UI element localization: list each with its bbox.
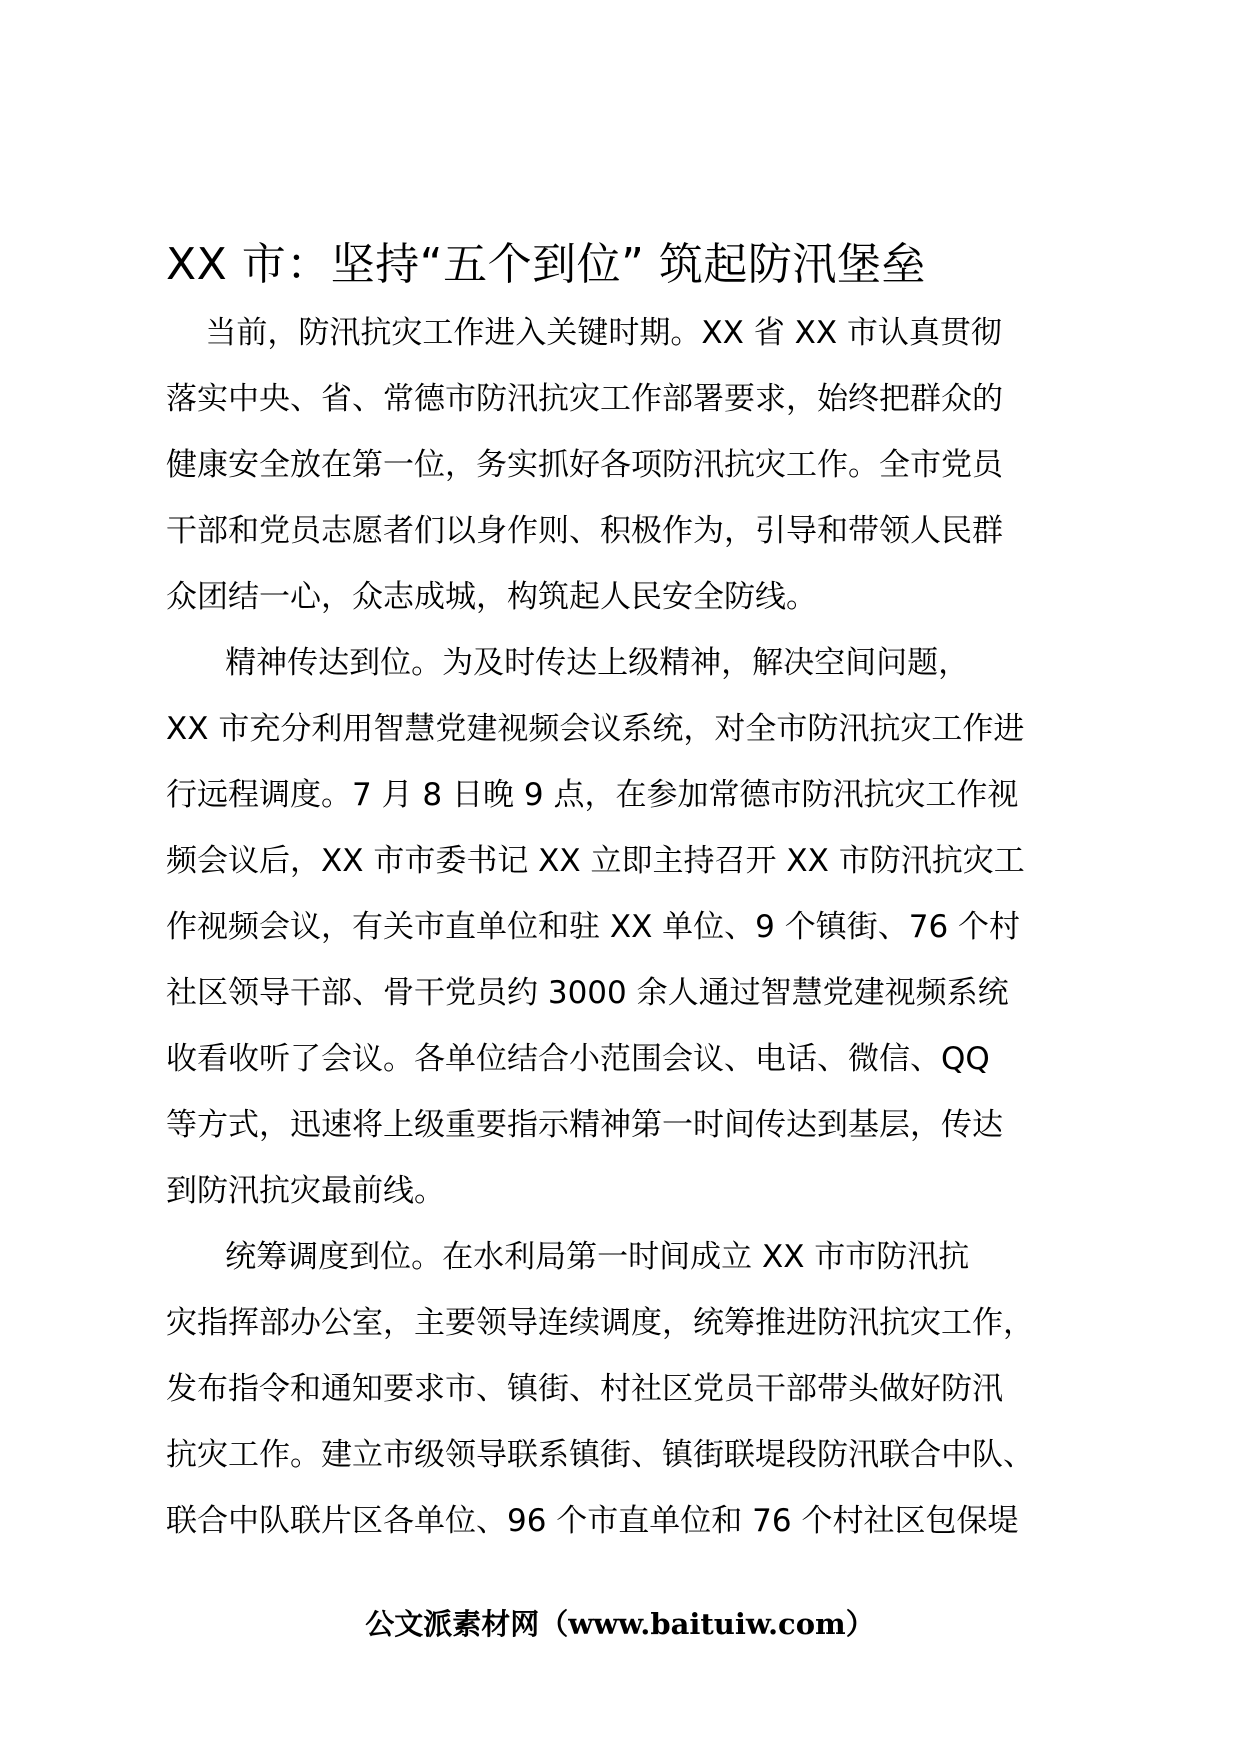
paragraph-intro <box>166 300 1116 630</box>
paragraph-line: 抗灾工作。建立市级领导联系镇街、镇街联堤段防汛联合中队、 <box>166 1437 1034 1473</box>
paragraph-line: 精神传达到位。为及时传达上级精神，解决空间问题， <box>166 645 970 681</box>
document-title: XX 市：坚持“五个到位” 筑起防汛堡垒 <box>166 239 926 290</box>
paragraph-line: 当前，防汛抗灾工作进入关键时期。XX 省 XX 市认真贯彻 <box>166 315 1002 351</box>
paragraph-line: 灾指挥部办公室，主要领导连续调度，统筹推进防汛抗灾工作， <box>166 1305 1034 1341</box>
paragraph-line: 众团结一心，众志成城，构筑起人民安全防线。 <box>166 579 817 615</box>
paragraph-line: XX 市充分利用智慧党建视频会议系统，对全市防汛抗灾工作进 <box>166 711 1025 747</box>
paragraph-line: 作视频会议，有关市直单位和驻 XX 单位、9 个镇街、76 个村 <box>166 909 1021 945</box>
paragraph-line: 行远程调度。7 月 8 日晚 9 点，在参加常德市防汛抗灾工作视 <box>166 777 1019 813</box>
paragraph-line: 社区领导干部、骨干党员约 3000 余人通过智慧党建视频系统 <box>166 975 1009 1011</box>
paragraph-line: 到防汛抗灾最前线。 <box>166 1173 445 1209</box>
document-body <box>166 300 1116 1554</box>
paragraph-spirit <box>166 630 1116 1224</box>
paragraph-line: 落实中央、省、常德市防汛抗灾工作部署要求，始终把群众的 <box>166 381 1003 417</box>
footer-watermark: 公文派素材网（www.baituiw.com） <box>365 1607 875 1641</box>
paragraph-line: 收看收听了会议。各单位结合小范围会议、电话、微信、QQ <box>166 1041 990 1077</box>
paragraph-line: 干部和党员志愿者们以身作则、积极作为，引导和带领人民群 <box>166 513 1003 549</box>
paragraph-line: 统筹调度到位。在水利局第一时间成立 XX 市市防汛抗 <box>166 1239 970 1275</box>
paragraph-line: 频会议后，XX 市市委书记 XX 立即主持召开 XX 市防汛抗灾工 <box>166 843 1025 879</box>
paragraph-line: 健康安全放在第一位，务实抓好各项防汛抗灾工作。全市党员 <box>166 447 1003 483</box>
paragraph-line: 发布指令和通知要求市、镇街、村社区党员干部带头做好防汛 <box>166 1371 1003 1407</box>
paragraph-line: 联合中队联片区各单位、96 个市直单位和 76 个村社区包保堤 <box>166 1503 1019 1539</box>
paragraph-line: 等方式，迅速将上级重要指示精神第一时间传达到基层，传达 <box>166 1107 1003 1143</box>
paragraph-coordination <box>166 1224 1116 1554</box>
